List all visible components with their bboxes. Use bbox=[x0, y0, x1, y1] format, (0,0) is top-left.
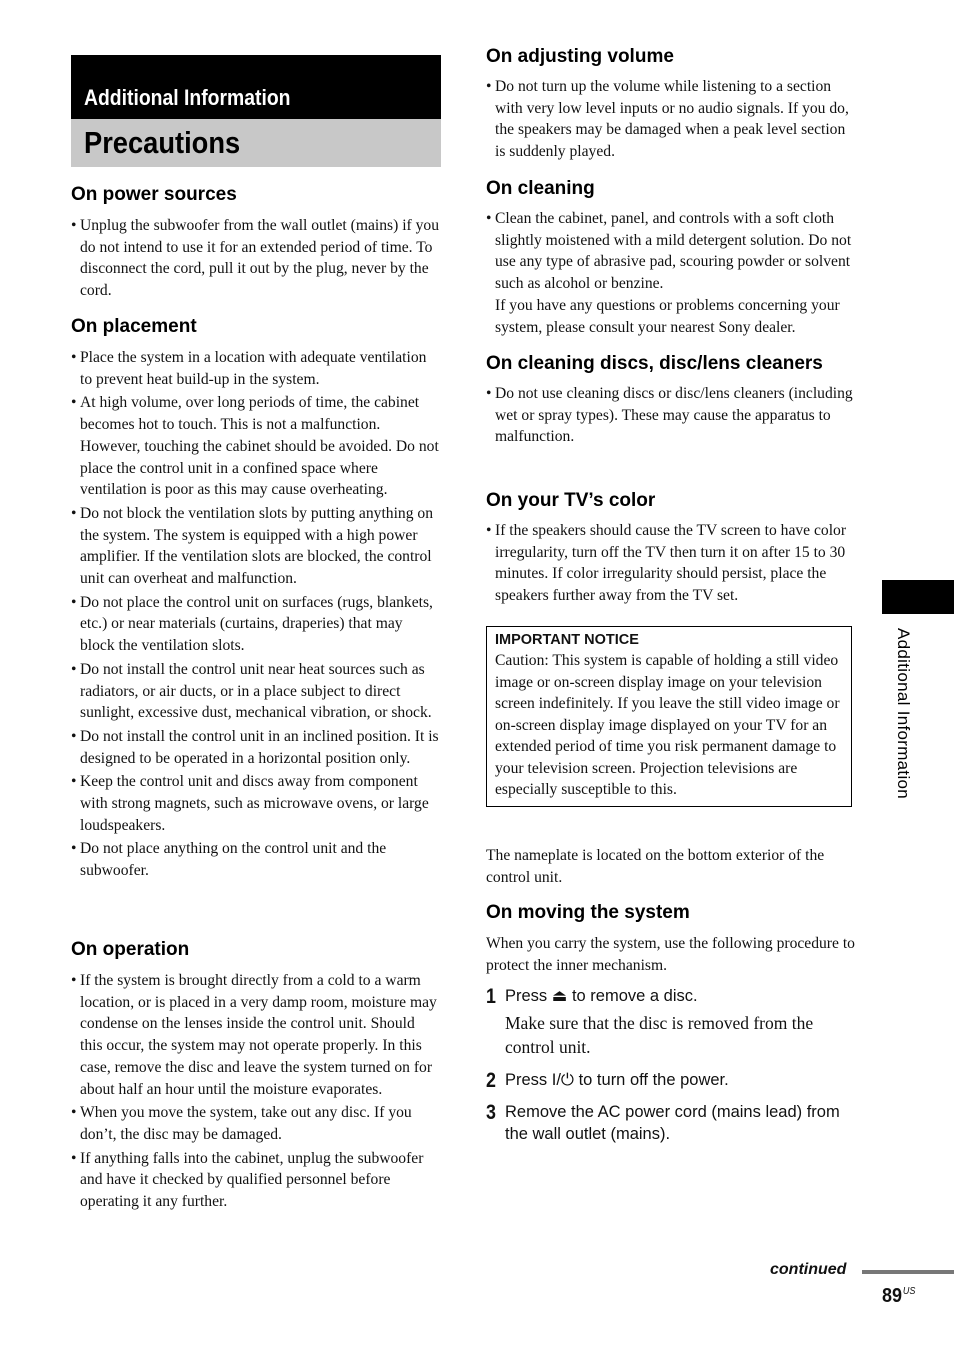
list-item: • Do not install the control unit near heat sources such as radiators, or air ducts, or in a place subject to direct sunlight, excessive dust, mechanical vibration, or shock. bbox=[71, 659, 441, 724]
section-cleaning-discs bbox=[486, 350, 856, 450]
section-operation bbox=[71, 936, 441, 1215]
list-item: • If the system is brought directly from a cold to a warm location, or is placed in a very damp room, moisture may condense on the lenses inside the control unit. Should this occur, the system may not operate properly. In this case, remove the disc and leave the system turned on for about half an hour until the moisture evaporates. bbox=[71, 970, 441, 1100]
step-text: Press ⏏ to remove a disc. bbox=[505, 987, 698, 1005]
list-item: • Do not use cleaning discs or disc/lens cleaners (including wet or spray types). These may cause the apparatus to malfunction. bbox=[486, 383, 856, 448]
list-item: • If the speakers should cause the TV screen to have color irregularity, turn off the TV then turn it on after 15 to 30 minutes. If color irregularity should persist, place the speakers further away from the TV set. bbox=[486, 520, 856, 607]
step-number: 1 bbox=[486, 985, 496, 1008]
continued-label: continued bbox=[770, 1261, 847, 1278]
list-item: • Unplug the subwoofer from the wall outlet (mains) if you do not intend to use it for an extended period of time. To disconnect the cord, pull it out by the plug, never by the cord. bbox=[71, 215, 441, 302]
step-number: 2 bbox=[486, 1069, 496, 1092]
list-item: • Do not place the control unit on surfaces (rugs, blankets, etc.) or near materials (curtains, draperies) that may block the ventilation slots. bbox=[71, 592, 441, 657]
list-item-text: Clean the cabinet, panel, and controls with a soft cloth slightly moistened with a mild detergent solution. Do not use any type of abrasive pad, scouring powder or solvent such as alcohol or benzine. bbox=[495, 210, 852, 293]
section-heading: On operation bbox=[71, 939, 190, 960]
page-title: Precautions bbox=[84, 125, 241, 160]
section-adjusting-volume bbox=[486, 43, 856, 165]
nameplate-text: The nameplate is located on the bottom exterior of the control unit. bbox=[486, 847, 825, 886]
list-item: • Keep the control unit and discs away from component with strong magnets, such as microwave ovens, or large loudspeakers. bbox=[71, 771, 441, 836]
list-item: • Do not install the control unit in an inclined position. It is designed to be operated in a horizontal position only. bbox=[71, 726, 441, 769]
eject-icon: ⏏ bbox=[551, 987, 568, 1005]
section-heading: On cleaning bbox=[486, 178, 595, 199]
list-item: • When you move the system, take out any disc. If you don’t, the disc may be damaged. bbox=[71, 1102, 441, 1145]
list-item: • Do not block the ventilation slots by putting anything on the system. The system is equipped with a high power amplifier. If the ventilation slots are blocked, the control unit can overheat and malfunction. bbox=[71, 503, 441, 590]
list-item: • If anything falls into the cabinet, unplug the subwoofer and have it checked by qualified personnel before operating it any further. bbox=[71, 1148, 441, 1213]
step-number: 3 bbox=[486, 1101, 496, 1124]
section-cleaning bbox=[486, 175, 856, 340]
list-item bbox=[486, 208, 856, 338]
section-tv-color bbox=[486, 487, 856, 609]
list-item: • Do not turn up the volume while listening to a section with very low level inputs or no audio signals. If you do, the speakers may be damaged when a peak level section is suddenly played. bbox=[486, 76, 856, 163]
section-moving-system bbox=[486, 899, 856, 976]
side-label-text: Additional Information bbox=[894, 628, 913, 800]
step-text: Remove the AC power cord (mains lead) from the wall outlet (mains). bbox=[505, 1103, 840, 1143]
section-heading: On power sources bbox=[71, 184, 237, 205]
step-text: Press I/⏻ to turn off the power. bbox=[505, 1071, 729, 1089]
list-item: • Place the system in a location with adequate ventilation to prevent heat build-up in the system. bbox=[71, 347, 441, 390]
step-3 bbox=[486, 1101, 856, 1145]
notice-body: Caution: This system is capable of holding a still video image or on-screen display image on your television screen indefinitely. If you leave the still video image or on-screen display image displayed on your TV for an extended period of time you risk permanent damage to your television screen. Projection televisions are especially susceptible to this. bbox=[495, 652, 840, 798]
section-title: Additional Information bbox=[84, 85, 291, 110]
step-2 bbox=[486, 1069, 856, 1091]
section-heading: On cleaning discs, disc/lens cleaners bbox=[486, 353, 823, 374]
page-suffix: US bbox=[902, 1286, 916, 1297]
continued-rule bbox=[862, 1270, 954, 1274]
step-note: Make sure that the disc is removed from the control unit. bbox=[505, 1013, 814, 1057]
list-item: • At high volume, over long periods of time, the cabinet becomes hot to touch. This is not a malfunction. However, touching the cabinet should be avoided. Do not place the control unit in a confined space where ventilation is poor as this may cause overheating. bbox=[71, 392, 441, 501]
list-item-extra: If you have any questions or problems concerning your system, please consult your nearest Sony dealer. bbox=[495, 296, 840, 336]
power-icon: I/⏻ bbox=[551, 1071, 574, 1089]
title-banner bbox=[71, 119, 441, 167]
section-power-sources bbox=[71, 181, 441, 304]
section-tab bbox=[882, 580, 954, 614]
important-notice-box bbox=[486, 626, 852, 807]
moving-intro: When you carry the system, use the following procedure to protect the inner mechanism. bbox=[486, 935, 855, 974]
section-heading: On placement bbox=[71, 316, 197, 337]
nameplate-note bbox=[486, 845, 856, 888]
section-banner bbox=[71, 55, 441, 119]
list-item: • Do not place anything on the control unit and the subwoofer. bbox=[71, 838, 441, 881]
page-number: $89^{US}$ bbox=[882, 1285, 916, 1307]
section-heading: On adjusting volume bbox=[486, 46, 674, 67]
notice-title: IMPORTANT NOTICE bbox=[495, 632, 639, 648]
side-label bbox=[893, 628, 919, 858]
step-1 bbox=[486, 985, 856, 1059]
section-placement bbox=[71, 313, 441, 884]
section-heading: On your TV’s color bbox=[486, 490, 656, 511]
section-heading: On moving the system bbox=[486, 902, 690, 923]
